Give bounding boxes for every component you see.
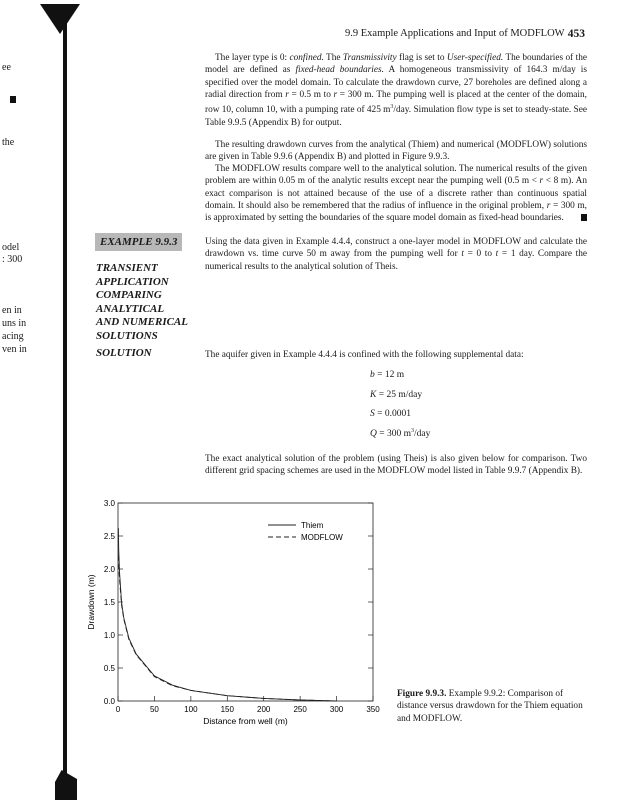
- page-number: 453: [567, 28, 585, 40]
- section-title: 9.9 Example Applications and Input of MODFLOW: [345, 28, 565, 39]
- margin-fragment: ven in: [2, 344, 27, 355]
- legend-label-thiem: Thiem: [301, 521, 324, 530]
- margin-fragment: acing: [2, 331, 24, 342]
- binding-shadow-top: [40, 4, 80, 34]
- x-tick-label: 0: [115, 705, 121, 714]
- paragraph-comparison: The MODFLOW results compare well to the analytical solution. The numerical results of the given problem are within 0.05 m of the analytic results except near the pumping well (0.5 m < r < 8 m). An exact comparison is not attained because of the use of a discrete rather than continuous spatial domain. It should also be remembered that the radius of influence in the original problem, r = 300 m, is approximated by setting the boundaries of the square model domain as fixed-head boundaries.: [205, 164, 588, 224]
- y-tick-label: 1.5: [103, 598, 115, 607]
- paragraph-results: The resulting drawdown curves from the analytical (Thiem) and numerical (MODFLOW) solutions are given in Table 9.9.6 (Appendix B) and plotted in Figure 9.9.3.: [205, 140, 587, 163]
- margin-fragment: : 300: [2, 254, 23, 265]
- binding-gutter-line: [63, 8, 67, 793]
- series-line-modflow: [118, 556, 336, 701]
- example-statement: Using the data given in Example 4.4.4, construct a one-layer model in MODFLOW and calculate the drawdown vs. time curve 50 m away from the pumping well for t = 0 to t = 1 day. Compare the numerical results to the analytical solution of Theis.: [205, 237, 588, 272]
- y-tick-label: 0.0: [103, 697, 115, 706]
- margin-fragment: en in: [2, 305, 22, 316]
- example-label: EXAMPLE 9.9.3: [95, 233, 182, 251]
- end-of-example-mark: [581, 214, 587, 221]
- y-tick-label: 2.0: [103, 565, 115, 574]
- y-tick-label: 0.5: [103, 664, 115, 673]
- y-tick-label: 2.5: [103, 532, 115, 541]
- running-header: [345, 28, 585, 39]
- equation-k: K = 25 m/day: [370, 390, 423, 400]
- margin-square-mark: [10, 96, 16, 103]
- series-line-thiem: [118, 528, 336, 701]
- solution-closing: The exact analytical solution of the problem (using Theis) is also given below for comparison. Two different grid spacing schemes are used in the MODFLOW model listed in Table 9.9.7 (Appendix B).: [205, 454, 587, 477]
- figure-caption: Figure 9.9.3. Example 9.9.2: Comparison of distance versus drawdown for the Thiem equation and MODFLOW.: [397, 689, 583, 724]
- y-tick-label: 3.0: [103, 499, 115, 508]
- drawdown-chart: [80, 495, 390, 735]
- solution-label: SOLUTION: [96, 347, 152, 359]
- binding-shadow-bottom: [55, 770, 77, 800]
- x-tick-label: 200: [257, 705, 271, 714]
- x-tick-label: 100: [184, 705, 198, 714]
- x-tick-label: 50: [149, 705, 159, 714]
- margin-fragment: the: [2, 137, 15, 148]
- y-axis-label: Drawdown (m): [86, 574, 96, 630]
- solution-intro: The aquifer given in Example 4.4.4 is confined with the following supplemental data:: [205, 350, 524, 360]
- paragraph-layer-type: The layer type is 0: confined. The Transmissivity flag is set to User-specified. The boundaries of the model are defined as fixed-head boundaries. A homogeneous transmissivity of 164.3 m/day is specified over the model domain. To calculate the drawdown curve, 27 boreholes are defined along a radial direction from r = 0.5 m to r = 300 m. The pumping well is placed at the center of the domain, row 10, column 10, with a pumping rate of 425 $m^3$/day. Simulation flow type is set to steady-state. See Table 9.9.5 (Appendix B) for output.: [205, 53, 588, 128]
- margin-fragment: odel: [2, 242, 20, 253]
- equation-b: b = 12 m: [370, 370, 405, 380]
- x-tick-label: 150: [220, 705, 234, 714]
- legend-label-modflow: MODFLOW: [301, 533, 343, 542]
- x-axis-label: Distance from well (m): [203, 716, 288, 726]
- margin-fragment: ee: [2, 62, 11, 73]
- x-tick-label: 250: [293, 705, 307, 714]
- example-title: TRANSIENT APPLICATION COMPARING ANALYTICAL AND NUMERICAL SOLUTIONS: [96, 262, 188, 342]
- x-tick-label: 350: [366, 705, 380, 714]
- equation-q: Q = 300 $m^3$/day: [370, 428, 431, 440]
- equation-s: S = 0.0001: [370, 409, 411, 419]
- y-tick-label: 1.0: [103, 631, 115, 640]
- margin-fragment: uns in: [2, 318, 27, 329]
- x-tick-label: 300: [329, 705, 344, 714]
